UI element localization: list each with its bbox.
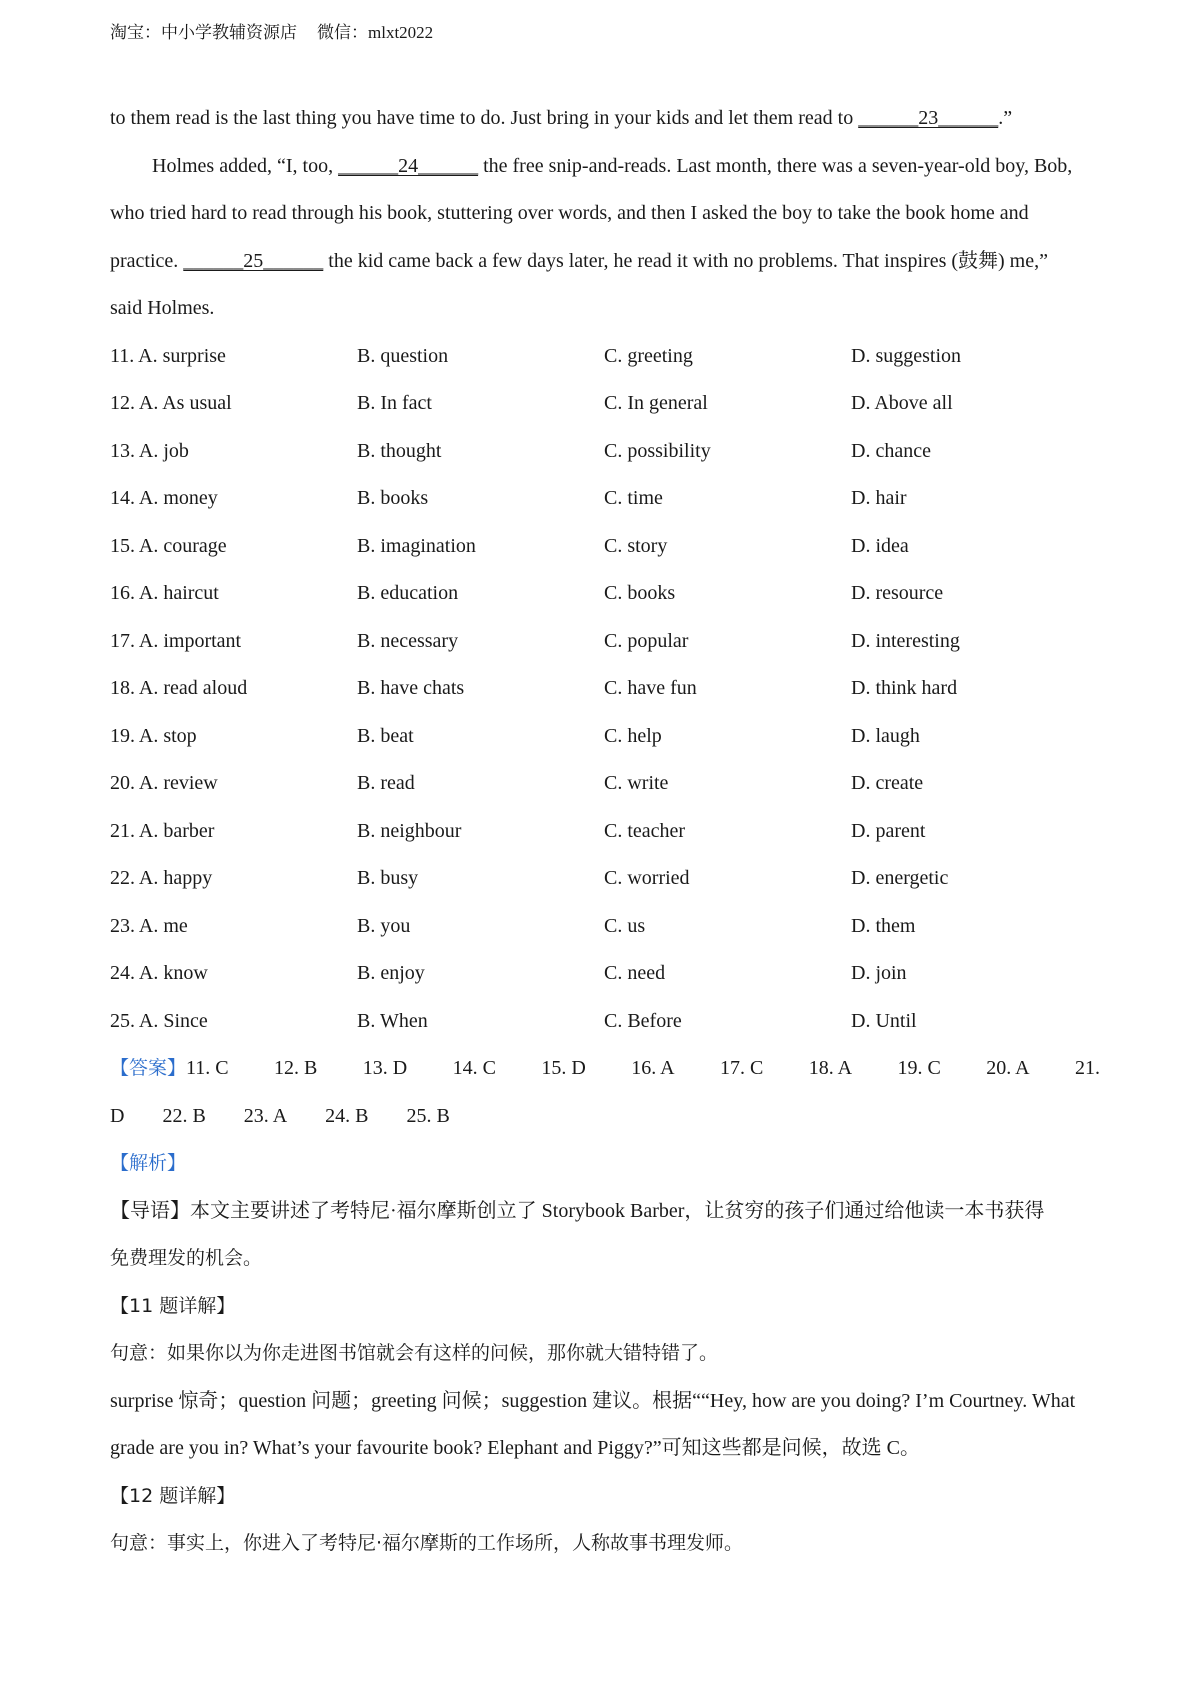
option-item: 25. A. Since xyxy=(110,1009,208,1032)
option-item: 22. A. happy xyxy=(110,867,213,889)
passage-line-3: who tried hard to read through his book, stuttering over words, and then I asked the boy to take the book home and xyxy=(110,202,1029,224)
option-item: 14. A. money xyxy=(110,487,218,509)
q12-meaning: 句意：事实上，你进入了考特尼·福尔摩斯的工作场所，人称故事书理发师。 xyxy=(110,1532,744,1554)
option-item: 23. A. me xyxy=(110,914,188,937)
option-item: D. laugh xyxy=(851,724,920,747)
option-item: B. imagination xyxy=(357,534,476,557)
answer-row-2: D 22. B 23. A 24. B 25. B xyxy=(110,1104,450,1127)
wechat-id: 微信：mlxt2022 xyxy=(317,23,434,42)
option-row xyxy=(110,760,1100,808)
option-item: B. busy xyxy=(357,867,419,889)
option-item: B. books xyxy=(357,487,429,509)
option-item: C. story xyxy=(604,534,668,557)
option-item: D. them xyxy=(851,914,916,937)
passage-line-2: Holmes added, “I, too, ______24______ the free snip-and-reads. Last month, there was a seven-year-old boy, Bob, xyxy=(152,154,1073,177)
option-item: B. read xyxy=(357,772,415,794)
option-item: C. write xyxy=(604,772,669,794)
option-item: 16. A. haircut xyxy=(110,582,219,604)
option-item: D. idea xyxy=(851,534,909,557)
blank-25: ______25______ xyxy=(183,249,324,272)
option-row xyxy=(110,475,1100,523)
option-item: D. join xyxy=(851,962,907,984)
passage-line-5: said Holmes. xyxy=(110,297,215,319)
passage-line-1: to them read is the last thing you have time to do. Just bring in your kids and let them read to ______23______.” xyxy=(110,107,1013,129)
option-item: B. beat xyxy=(357,724,414,747)
option-item: C. popular xyxy=(604,629,689,652)
blank-24: ______24______ xyxy=(338,154,479,177)
page-header xyxy=(110,18,433,43)
option-item: C. us xyxy=(604,914,646,937)
q11-meaning: 句意：如果你以为你走进图书馆就会有这样的问候，那你就大错特错了。 xyxy=(110,1342,719,1364)
document-body xyxy=(110,95,1100,1568)
option-item: C. books xyxy=(604,582,676,604)
option-item: C. Before xyxy=(604,1009,682,1032)
option-item: C. possibility xyxy=(604,439,711,462)
option-row xyxy=(110,523,1100,571)
option-item: 24. A. know xyxy=(110,962,208,984)
q12-title: 【12 题详解】 xyxy=(110,1484,236,1507)
option-item: C. greeting xyxy=(604,344,693,367)
q11-explanation-1: surprise 惊奇；question 问题；greeting 问候；suggestion 建议。根据““Hey, how are you doing? I’m Courtney. What xyxy=(110,1389,1076,1412)
option-item: 18. A. read aloud xyxy=(110,677,248,699)
option-item: C. help xyxy=(604,724,662,747)
q11-title: 【11 题详解】 xyxy=(110,1294,236,1317)
option-item: 11. A. surprise xyxy=(110,344,226,367)
option-item: B. have chats xyxy=(357,677,465,699)
option-row xyxy=(110,808,1100,856)
option-item: C. worried xyxy=(604,867,690,889)
option-row xyxy=(110,428,1100,476)
option-item: D. chance xyxy=(851,439,931,462)
option-item: C. have fun xyxy=(604,677,697,699)
option-row xyxy=(110,333,1100,381)
option-item: C. In general xyxy=(604,392,708,414)
answer-row-1: 【答案】 11. C 12. B 13. D 14. C 15. D 16. A 17. C 18. A 19. C 20. A 21. xyxy=(110,1045,1100,1093)
option-row xyxy=(110,380,1100,428)
option-row xyxy=(110,570,1100,618)
option-item: B. enjoy xyxy=(357,962,425,984)
shop-name: 淘宝：中小学教辅资源店 xyxy=(110,23,297,42)
passage-line-4: practice. ______25______ the kid came back a few days later, he read it with no problems. That inspires (鼓舞) me,” xyxy=(110,249,1048,272)
option-item: B. In fact xyxy=(357,392,432,414)
option-row xyxy=(110,998,1100,1046)
option-item: 17. A. important xyxy=(110,629,242,652)
option-item: B. When xyxy=(357,1009,428,1032)
answer-label: 【答案】 xyxy=(110,1057,187,1079)
option-item: B. necessary xyxy=(357,629,459,652)
option-item: D. resource xyxy=(851,582,944,604)
option-row xyxy=(110,903,1100,951)
option-item: D. interesting xyxy=(851,629,960,652)
option-item: B. you xyxy=(357,914,411,937)
option-item: D. think hard xyxy=(851,677,958,699)
analysis-label: 【解析】 xyxy=(110,1152,187,1174)
option-item: D. suggestion xyxy=(851,344,961,367)
option-row xyxy=(110,713,1100,761)
option-item: D. create xyxy=(851,772,924,794)
option-item: 19. A. stop xyxy=(110,724,197,747)
intro-line-1: 【导语】本文主要讲述了考特尼·福尔摩斯创立了 Storybook Barber，让贫穷的孩子们通过给他读一本书获得 xyxy=(110,1199,1045,1222)
option-item: B. thought xyxy=(357,439,442,462)
option-item: C. time xyxy=(604,487,663,509)
q11-explanation-2: grade are you in? What’s your favourite book? Elephant and Piggy?”可知这些都是问候，故选 C。 xyxy=(110,1437,921,1459)
option-row xyxy=(110,855,1100,903)
option-item: 12. A. As usual xyxy=(110,392,232,414)
option-item: 13. A. job xyxy=(110,439,189,462)
option-item: 15. A. courage xyxy=(110,534,227,557)
option-row xyxy=(110,618,1100,666)
option-item: 20. A. review xyxy=(110,772,218,794)
intro-line-2: 免费理发的机会。 xyxy=(110,1247,263,1269)
blank-23: ______23______ xyxy=(858,107,999,129)
option-item: D. hair xyxy=(851,487,907,509)
option-item: 21. A. barber xyxy=(110,819,215,842)
option-item: D. parent xyxy=(851,819,926,842)
option-row xyxy=(110,665,1100,713)
option-item: B. education xyxy=(357,582,459,604)
option-row xyxy=(110,950,1100,998)
option-item: C. teacher xyxy=(604,819,686,842)
option-item: D. Until xyxy=(851,1009,917,1032)
option-item: D. energetic xyxy=(851,867,949,889)
options-list xyxy=(110,333,1100,1046)
option-item: B. neighbour xyxy=(357,819,462,842)
option-item: D. Above all xyxy=(851,392,953,414)
option-item: B. question xyxy=(357,344,449,367)
option-item: C. need xyxy=(604,962,666,984)
